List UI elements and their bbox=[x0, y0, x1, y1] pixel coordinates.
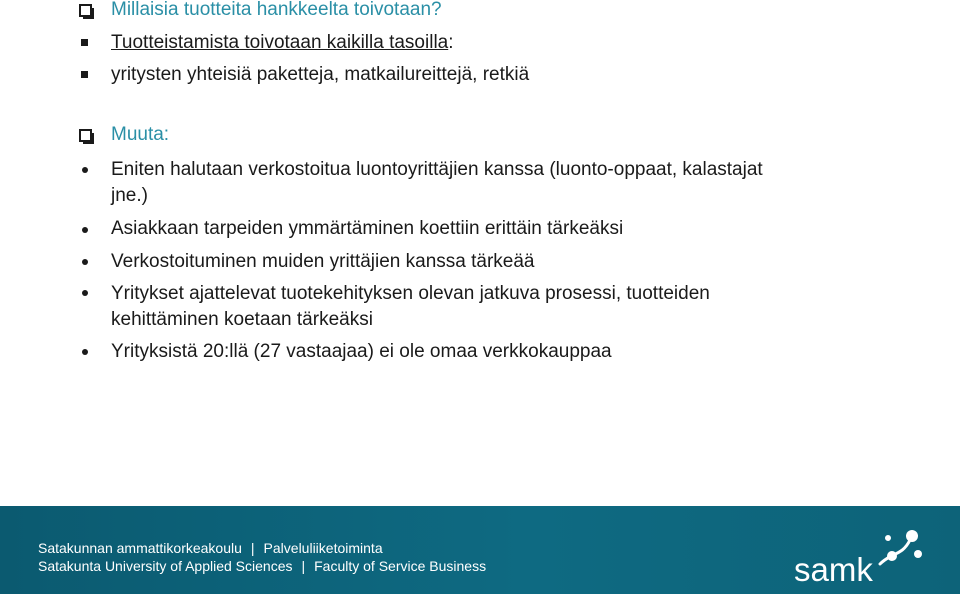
productization-colon: : bbox=[448, 32, 454, 53]
bullet-product-development-line2: kehittäminen koetaan tärkeäksi bbox=[111, 309, 373, 330]
footer-line-english bbox=[38, 557, 486, 575]
checkbox-bullet-icon bbox=[79, 129, 92, 142]
footer-separator: | bbox=[301, 558, 306, 574]
bullet-entrepreneur-network: Verkostoituminen muiden yrittäjien kanssa tärkeää bbox=[111, 251, 535, 272]
bullet-webshop: Yrityksistä 20:llä (27 vastaajaa) ei ole omaa verkkokauppaa bbox=[111, 341, 612, 362]
heading-products: Millaisia tuotteita hankkeelta toivotaan? bbox=[111, 0, 442, 20]
square-bullet-icon bbox=[81, 39, 88, 46]
footer-faculty-fi: Palveluliiketoiminta bbox=[263, 540, 383, 556]
footer-line-finnish bbox=[38, 539, 383, 557]
productization-underlined-text: Tuotteistamista toivotaan kaikilla tasoilla bbox=[111, 32, 449, 53]
samk-logo-text: samk bbox=[794, 551, 873, 588]
round-bullet-icon bbox=[82, 259, 88, 265]
bullet-product-development-line1: Yritykset ajattelevat tuotekehityksen olevan jatkuva prosessi, tuotteiden bbox=[111, 283, 710, 304]
footer-faculty-en: Faculty of Service Business bbox=[314, 558, 487, 574]
square-bullet-icon bbox=[81, 71, 88, 78]
subheading-productization bbox=[111, 29, 454, 56]
bullet-customer-needs: Asiakkaan tarpeiden ymmärtäminen koettiin erittäin tärkeäksi bbox=[111, 218, 624, 239]
checkbox-bullet-icon bbox=[79, 4, 92, 17]
footer-university-fi: Satakunnan ammattikorkeakoulu bbox=[38, 540, 242, 556]
round-bullet-icon bbox=[82, 227, 88, 233]
bullet-networking-line1: Eniten halutaan verkostoitua luontoyrittäjien kanssa (luonto-oppaat, kalastajat bbox=[111, 159, 763, 180]
samk-logo bbox=[792, 516, 932, 592]
bullet-networking-line2: jne.) bbox=[111, 185, 148, 206]
subheading-packages: yritysten yhteisiä paketteja, matkailureittejä, retkiä bbox=[111, 64, 530, 85]
round-bullet-icon bbox=[82, 167, 88, 173]
footer-separator: | bbox=[250, 540, 255, 556]
heading-other: Muuta: bbox=[111, 124, 170, 145]
round-bullet-icon bbox=[82, 290, 88, 296]
round-bullet-icon bbox=[82, 349, 88, 355]
footer-bar bbox=[0, 506, 960, 594]
footer-university-en: Satakunta University of Applied Sciences bbox=[38, 558, 293, 574]
